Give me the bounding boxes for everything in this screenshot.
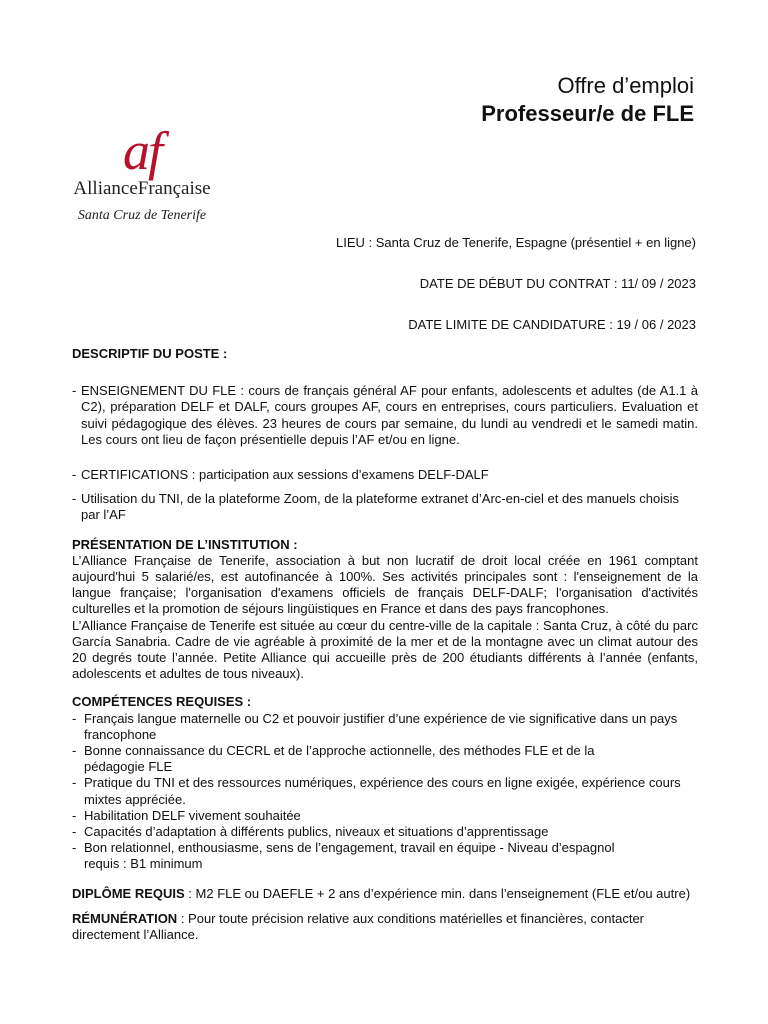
list-item: [72, 711, 698, 743]
diplome-paragraph: [72, 886, 698, 902]
list-item-text: Utilisation du TNI, de la plateforme Zoom, de la plateforme extranet d’Arc-en-ciel et des manuels choisis par l’AF: [81, 491, 680, 523]
list-item: [72, 808, 698, 824]
list-item: [72, 775, 698, 807]
list-item: [72, 491, 698, 523]
list-item: [72, 840, 698, 872]
bullet-dash: -: [72, 840, 77, 856]
list-item: [72, 743, 698, 775]
logo-city: Santa Cruz de Tenerife: [77, 208, 207, 223]
bullet-dash: -: [72, 775, 77, 791]
list-item: [72, 824, 698, 840]
diplome-text: : M2 FLE ou DAEFLE + 2 ans d’expérience min. dans l’enseignement (FLE et/ou autre): [184, 885, 691, 901]
list-item: [72, 383, 698, 448]
remuneration-text: : Pour toute précision relative aux conditions matérielles et financières, contacter directement l’Alliance.: [72, 910, 644, 943]
remuneration-label: RÉMUNÉRATION: [72, 910, 178, 926]
list-item-text: ENSEIGNEMENT DU FLE : cours de français général AF pour enfants, adolescents et adultes (de A1.1 à C2), préparation DELF et DALF, cours groupes AF, cours en entreprises, cours particuliers. Evaluation et suivi pédagogique des élèves. 23 heures de cours par semaine, du lundi au vendredi et le samedi matin. Les cours ont lieu de façon présentielle depuis l’AF et/ou en ligne.: [81, 383, 698, 447]
presentation-paragraph-2: L’Alliance Française de Tenerife est située au cœur du centre-ville de la capitale : Santa Cruz, à côté du parc García Sanabria. Cadre de vie agréable à proximité de la mer et de la montagne avec un climat autour des 20 degrés toute l’année. Petite Alliance qui accueille près de 200 étudiants différents à l’année (enfants, adolescents et adultes de tous niveaux).: [72, 617, 698, 682]
section-heading-descriptif: DESCRIPTIF DU POSTE :: [72, 346, 228, 361]
list-item: [72, 467, 698, 483]
bullet-dash: -: [72, 383, 77, 399]
meta-start-date: DATE DE DÉBUT DU CONTRAT : 11/ 09 / 2023: [419, 276, 696, 291]
section-heading-presentation: PRÉSENTATION DE L’INSTITUTION :: [72, 536, 298, 552]
bullet-dash: -: [72, 467, 77, 483]
bullet-dash: -: [72, 824, 77, 840]
list-item-text: Habilitation DELF vivement souhaitée: [84, 807, 301, 823]
document-subtitle: Professeur/e de FLE: [481, 101, 694, 126]
list-item-text: Français langue maternelle ou C2 et pouvoir justifier d’une expérience de vie significative dans un pays francophone: [84, 710, 678, 742]
list-item-text: Bonne connaissance du CECRL et de l’approche actionnelle, des méthodes FLE et de la pédagogie FLE: [84, 743, 595, 775]
diplome-label: DIPLÔME REQUIS: [72, 885, 185, 901]
bullet-dash: -: [72, 743, 77, 759]
presentation-paragraph-1: L’Alliance Française de Tenerife, association à but non lucratif de droit local créée en 1961 comptant aujourd'hui 5 salarié/es, est autofinancée à 100%. Ses activités principales sont : l'enseignement de la langue française; l'organisation d'examens officiels de français DELF-DALF; l'organisation d'activités culturelles et la promotion de séjours lingüistiques en France et dans des pays francophones.: [72, 552, 698, 617]
remuneration-paragraph: [72, 911, 698, 943]
bullet-dash: -: [72, 710, 77, 726]
section-heading-competences: COMPÉTENCES REQUISES :: [72, 694, 252, 710]
alliance-francaise-logo: [64, 121, 220, 226]
meta-deadline: DATE LIMITE DE CANDIDATURE : 19 / 06 / 2023: [408, 317, 696, 332]
list-item-text: Bon relationnel, enthousiasme, sens de l’engagement, travail en équipe - Niveau d’espagnol requis : B1 minimum: [84, 840, 615, 872]
list-item-text: CERTIFICATIONS : participation aux sessions d’examens DELF-DALF: [81, 467, 489, 483]
document-header: [481, 72, 694, 128]
document-body: [72, 346, 698, 943]
list-item-text: Pratique du TNI et des ressources numériques, expérience des cours en ligne exigée, expérience cours mixtes appréciée.: [84, 775, 681, 807]
list-item-text: Capacités d’adaptation à différents publics, niveaux et situations d’apprentissage: [84, 824, 549, 840]
document-title: Offre d’emploi: [557, 73, 694, 98]
bullet-dash: -: [72, 491, 77, 507]
bullet-dash: -: [72, 807, 77, 823]
logo-brand-name: AllianceFrançaise: [73, 178, 211, 199]
meta-location: LIEU : Santa Cruz de Tenerife, Espagne (présentiel + en ligne): [335, 235, 696, 250]
af-logo-mark: af: [122, 121, 161, 181]
